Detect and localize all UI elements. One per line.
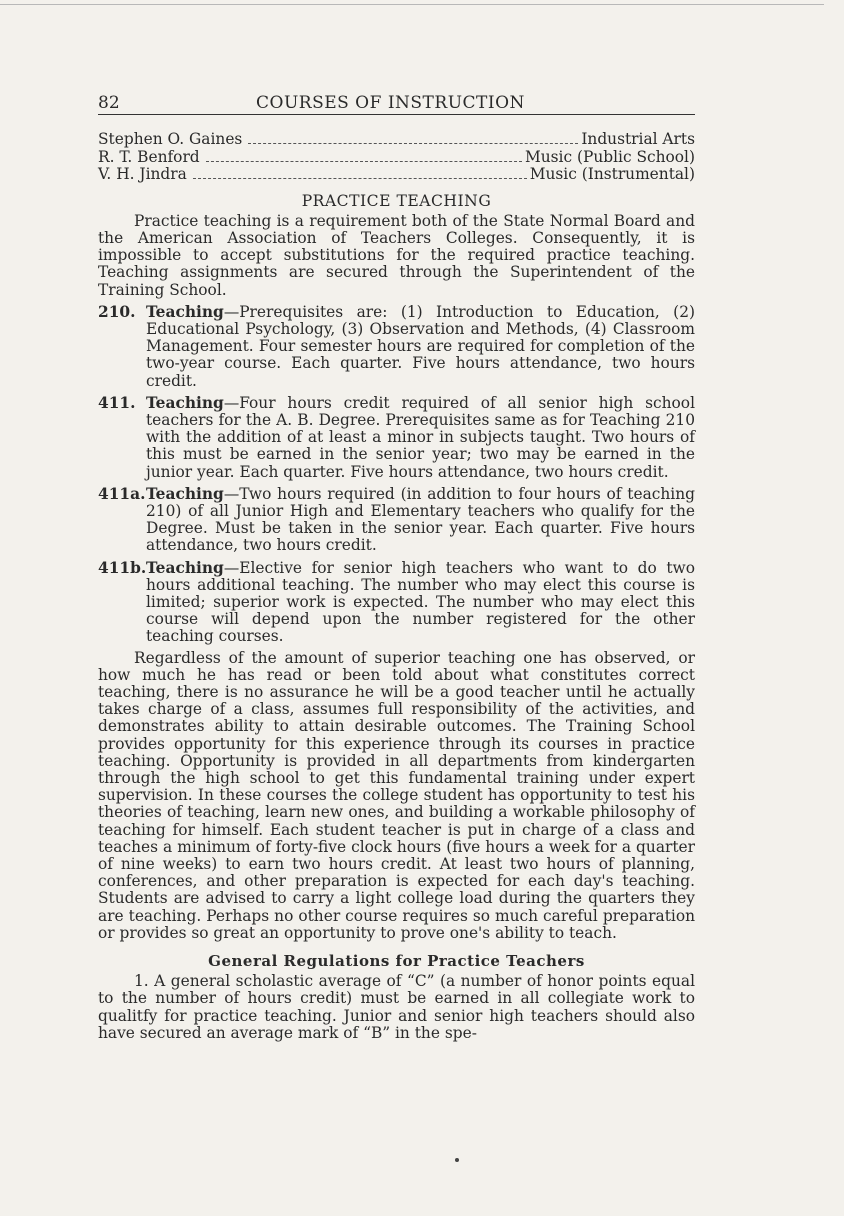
running-header bbox=[98, 92, 695, 115]
course-text: —Prerequisites are: (1) Introduction to Education, (2) Educational Psychology, (3) Observation and Methods, (4) Classroom Management. Four semester hours are required for completion of the two-year course. Each quarter. Five hours attendance, two hours credit. bbox=[146, 302, 695, 390]
course-number: 411b. bbox=[98, 558, 147, 577]
page-number: 82 bbox=[98, 93, 120, 113]
page-mark bbox=[455, 1158, 459, 1162]
course-number: 411. bbox=[98, 393, 136, 412]
leader-dots bbox=[248, 143, 578, 144]
course-text: —Elective for senior high teachers who want to do two hours additional teaching. The number who may elect this course is limited; superior work is expected. The number who may elect this course will depend upon the number registered for the other teaching courses. bbox=[146, 558, 695, 646]
course-entry bbox=[98, 395, 695, 481]
course-entry bbox=[98, 304, 695, 390]
staff-department: Music (Public School) bbox=[524, 147, 695, 166]
staff-name: Stephen O. Gaines bbox=[98, 130, 243, 148]
course-description bbox=[146, 395, 695, 481]
running-title: COURSES OF INSTRUCTION bbox=[256, 93, 525, 113]
closing-paragraph: Regardless of the amount of superior teaching one has observed, or how much he has read or been told about what constitutes correct teaching, there is no assurance he will be a good teacher until he actually takes charge of a class, assumes full responsibility of the activities, and demonstrates ability to attain desirable outcomes. The Training School provides opportunity for this experience through its courses in practice teaching. Opportunity is provided in all departments from kindergarten through the high school to get this fundamental training under expert supervision. In these courses the college student has opportunity to test his theories of teaching, learn new ones, and building a workable philosophy of teaching for himself. Each student teacher is put in charge of a class and teaches a minimum of forty-five clock hours (five hours a week for a quarter of nine weeks) to earn two hours credit. At least two hours of planning, conferences, and other preparation is expected for each day's teaching. Students are advised to carry a light college load during the quarters they are teaching. Perhaps no other course requires so much careful preparation or provides so great an opportunity to prove one's ability to teach. bbox=[98, 648, 695, 942]
staff-name: R. T. Benford bbox=[98, 147, 200, 166]
course-text: —Two hours required (in addition to four hours of teaching 210) of all Junior High and Elementary teachers who qualify for the Degree. Must be taken in the senior year. Each quarter. Five hours attendance, two hours credit. bbox=[146, 484, 695, 555]
course-description bbox=[146, 304, 695, 390]
course-title: Teaching bbox=[146, 393, 224, 412]
course-title: Teaching bbox=[146, 302, 224, 321]
course-number: 411a. bbox=[98, 484, 146, 503]
staff-department: Music (Instrumental) bbox=[529, 165, 695, 183]
course-number: 210. bbox=[98, 302, 136, 321]
staff-list bbox=[98, 131, 695, 184]
staff-row bbox=[98, 131, 695, 149]
page-content bbox=[98, 92, 695, 1042]
section-heading: PRACTICE TEACHING bbox=[301, 191, 492, 210]
course-entry bbox=[98, 486, 695, 555]
course-title: Teaching bbox=[146, 484, 224, 503]
regulations-heading: General Regulations for Practice Teachers bbox=[208, 952, 585, 971]
leader-dots bbox=[193, 178, 527, 179]
course-title: Teaching bbox=[146, 558, 224, 577]
leader-dots bbox=[206, 161, 522, 162]
staff-row bbox=[98, 149, 695, 167]
intro-paragraph: Practice teaching is a requirement both of the State Normal Board and the American Association of Teachers Colleges. Consequently, it is impossible to accept substitutions for the required practice teaching. Teaching assignments are secured through the Superintendent of the Training School. bbox=[98, 211, 695, 299]
course-description bbox=[146, 486, 695, 555]
regulation-item: 1. A general scholastic average of “C” (a number of honor points equal to the number of hours credit) must be earned in all collegiate work to qualitfy for practice teaching. Junior and senior high teachers should also have secured an average mark of “B” in the spe- bbox=[98, 972, 695, 1042]
course-text: —Four hours credit required of all senior high school teachers for the A. B. Degree. Prerequisites same as for Teaching 210 with the addition of at least a minor in subjects taught. Two hours of this must be earned in the senior year; two may be earned in the junior year. Each quarter. Five hours attendance, two hours credit. bbox=[146, 393, 695, 481]
course-description bbox=[146, 560, 695, 646]
staff-row bbox=[98, 166, 695, 184]
page-top-rule bbox=[0, 4, 824, 5]
staff-department: Industrial Arts bbox=[581, 130, 695, 148]
course-entry bbox=[98, 560, 695, 646]
staff-name: V. H. Jindra bbox=[98, 165, 187, 183]
